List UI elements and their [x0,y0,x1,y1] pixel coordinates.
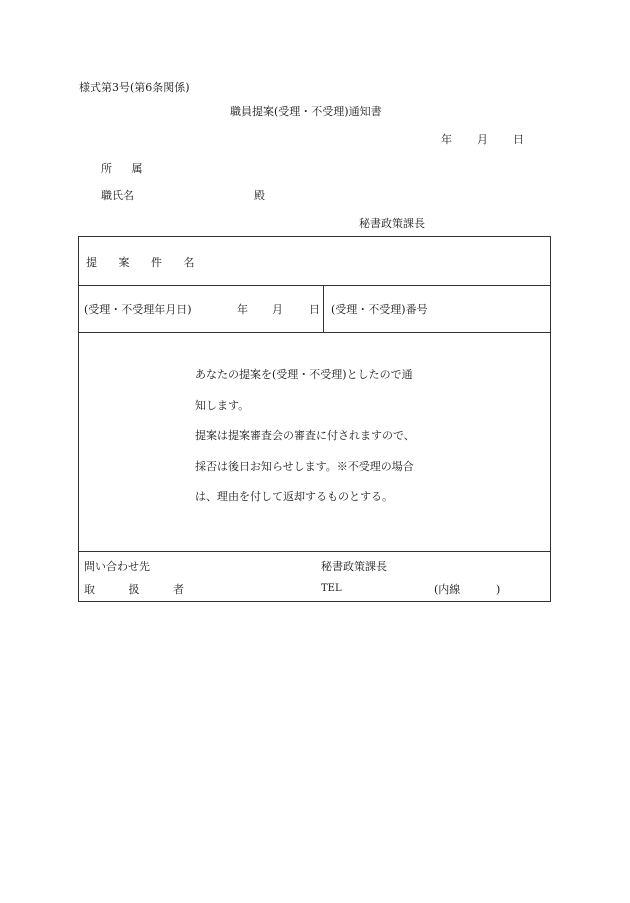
handler-label: 取 扱 者 [84,583,199,596]
form-table [78,236,551,602]
column-divider [323,285,324,332]
notice-body-line: 知します。 [195,399,250,412]
row-divider [79,285,550,286]
issuer: 秘書政策課長 [359,217,425,230]
acceptance-day-label: 日 [309,303,320,316]
notice-body-line: は、理由を付して返却するものとする。 [195,490,393,503]
affiliation-label: 所 属 [101,162,151,175]
notice-body-line: 採否は後日お知らせします。※不受理の場合 [195,460,414,473]
honorific: 殿 [254,189,265,202]
date-month-label: 月 [477,133,488,146]
acceptance-year-label: 年 [237,303,248,316]
notice-body-line: 提案は提案審査会の審査に付されますので、 [195,429,415,442]
extension-label: (内線 [434,583,461,596]
notice-body-line: あなたの提案を(受理・不受理)としたので通 [195,368,413,381]
date-day-label: 日 [513,133,524,146]
name-label: 職氏名 [101,189,134,202]
date-year-label: 年 [441,133,452,146]
row-divider [79,551,550,552]
form-number: 様式第3号(第6条関係) [79,81,190,94]
tel-label: TEL [321,583,342,594]
document-title: 職員提案(受理・不受理)通知書 [230,105,382,118]
acceptance-month-label: 月 [272,303,283,316]
contact-label: 問い合わせ先 [84,560,150,573]
acceptance-number-label: (受理・不受理)番号 [331,303,428,316]
proposal-subject-label: 提 案 件 名 [86,256,204,269]
contact-department: 秘書政策課長 [321,560,387,573]
extension-close: ) [496,583,501,596]
acceptance-date-label: (受理・不受理年月日) [84,303,192,316]
row-divider [79,332,550,333]
